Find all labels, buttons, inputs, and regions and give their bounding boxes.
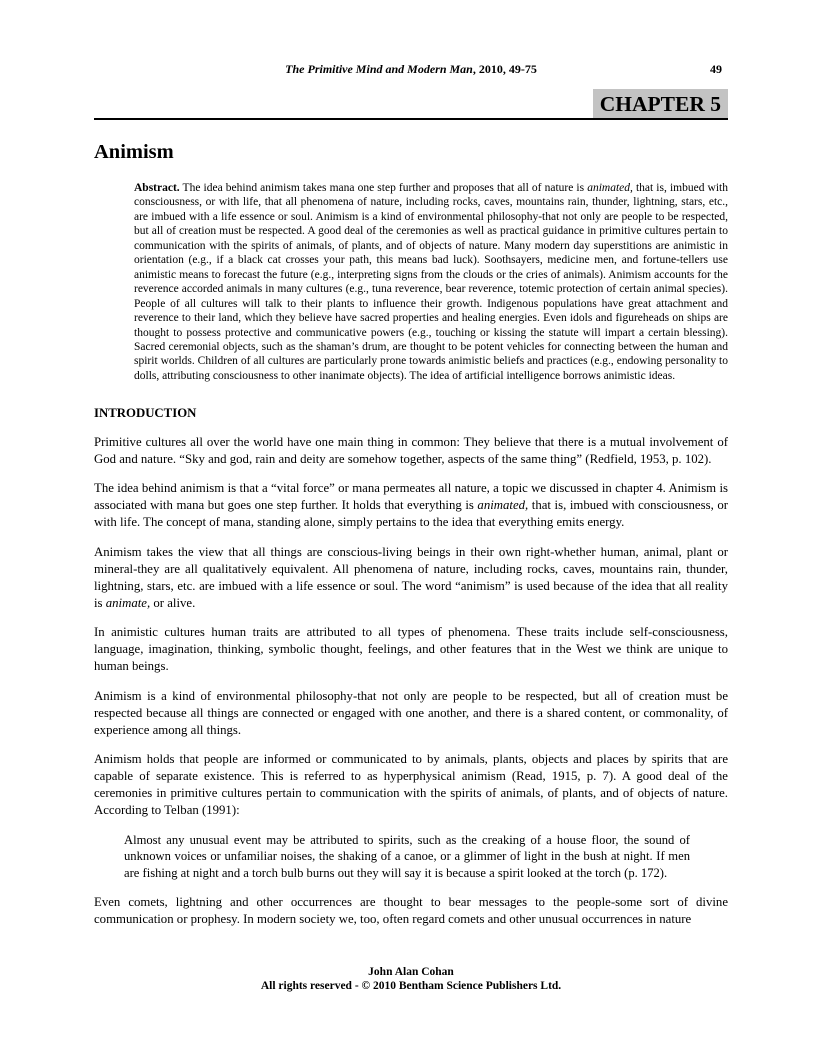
footer-rights: All rights reserved - © 2010 Bentham Science Publishers Ltd.	[260, 979, 562, 992]
running-head	[94, 62, 728, 76]
section-heading-introduction: INTRODUCTION	[94, 406, 197, 421]
body-paragraph-4: In animistic cultures human traits are attributed to all types of phenomena. These traits include self-consciousness, language, imagination, thinking, symbolic thought, feelings, and other features that in the West we think are unique to human beings.	[94, 625, 728, 674]
body-paragraph-1: Primitive cultures all over the world have one main thing in common: They believe that there is a mutual involvement of God and nature. “Sky and god, rain and deity are somehow together, aspects of the same thing” (Redfield, 1953, p. 102).	[94, 434, 728, 466]
body-paragraph-6: Animism holds that people are informed or communicated to by animals, plants, objects and places by spirits that are capable of separate existence. This is referred to as hyperphysical animism (Read, 1915, p. 7). A good deal of the ceremonies in primitive cultures pertain to communication with the spirits of animals, of plants, and of objects of nature. According to Telban (1991):	[94, 752, 728, 818]
chapter-title: Animism	[94, 141, 174, 163]
chapter-banner: CHAPTER 5	[593, 89, 728, 118]
blockquote-telban: Almost any unusual event may be attributed to spirits, such as the creaking of a house floor, the sound of unknown voices or unfamiliar noises, the shaking of a canoe, or a glimmer of light in the bush at night. If men are fishing at night and a torch bulb burns out they will say it is because a spirit looked at the torch (p. 172).	[124, 832, 690, 881]
chapter-banner-row	[94, 89, 728, 120]
body-paragraph-2: The idea behind animism is that a “vital force” or mana permeates all nature, a topic we discussed in chapter 4. Animism is associated with mana but goes one step further. It holds that everything is animated, that is, imbued with consciousness, or with life. The concept of mana, standing alone, simply pertains to the idea that everything emits energy.	[94, 481, 728, 530]
footer-author: John Alan Cohan	[368, 966, 454, 978]
abstract-paragraph: Abstract. The idea behind animism takes mana one step further and proposes that all of nature is animated, that is, imbued with consciousness, or with life, that all phenomena of nature, including rocks, caves, mountains rain, thunder, lightning, stars, etc., are imbued with a life essence or soul. Animism is a kind of environmental philosophy-that not only are people to be respected, but all of creation must be respected. A good deal of the ceremonies as well as practical guidance in primitive cultures pertain to communication with the spirits of animals, of plants, and of objects of nature. Many modern day superstitions are animistic in orientation (e.g., if a black cat crosses your path, this means bad luck). Soothsayers, medicine men, and fortune-tellers use animistic means to forecast the future (e.g., interpreting signs from the clouds or the cries of animals). Animism accounts for the reverence accorded animals in many cultures (e.g., tuna reverence, bear reverence, totemic protection of certain animal species). People of all cultures will talk to their plants to influence their growth. Indigenous populations have great attachment and reverence to their land, which they believe have sacred properties and healing energies. Even idols and figureheads on ships are thought to possess protective and communicative powers (e.g., touching or kissing the statute will impart a certain blessing). Sacred ceremonial objects, such as the shaman’s drum, are thought to be potent vehicles for connecting between the human and spirit worlds. Children of all cultures are particularly prone towards animistic beliefs and practices (e.g., endowing personality to dolls, attributing consciousness to other inanimate objects). The idea of artificial intelligence borrows animistic ideas.	[134, 182, 728, 382]
page-number: 49	[710, 62, 722, 76]
body-paragraph-5: Animism is a kind of environmental philosophy-that not only are people to be respected, but all of creation must be respected because all things are connected or engaged with one another, and there is a shared content, or commonality, of experience among all things.	[94, 688, 728, 737]
body-paragraph-7: Even comets, lightning and other occurrences are thought to bear messages to the people-some sort of divine communication or prophesy. In modern society we, too, often regard comets and other unusual occurrences in nature	[94, 895, 728, 927]
page-footer	[94, 966, 728, 993]
running-head-title: The Primitive Mind and Modern Man	[285, 62, 473, 76]
page-content	[94, 62, 728, 928]
body-paragraph-3: Animism takes the view that all things are conscious-living beings in their own right-whether human, animal, plant or mineral-they are all qualitatively equivalent. All phenomena of nature, including rocks, caves, mountains rain, thunder, lightning, stars, etc. are imbued with a life essence or soul. The word “animism” is used because of the idea that all reality is animate, or alive.	[94, 544, 728, 610]
running-head-suffix: , 2010, 49-75	[472, 62, 537, 76]
